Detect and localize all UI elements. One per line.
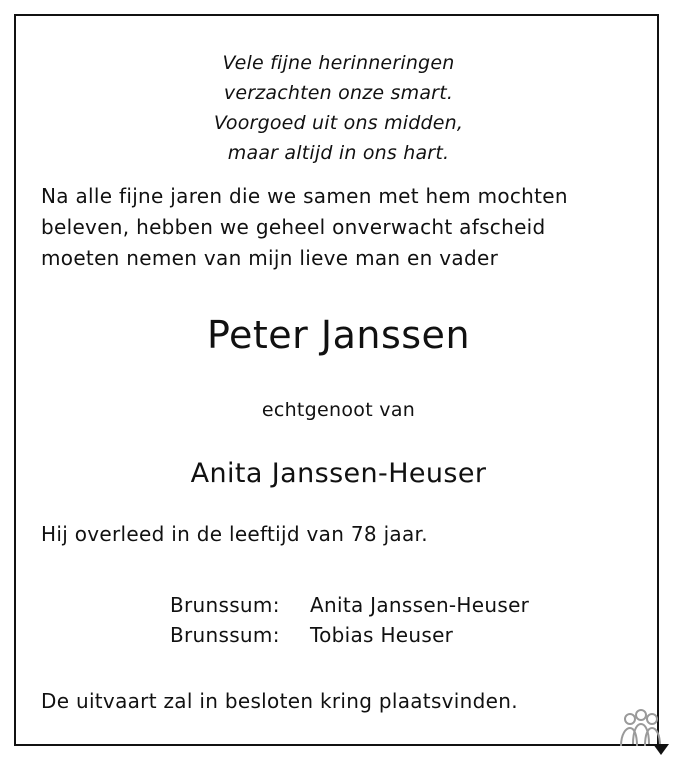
spouse-name: Anita Janssen-Heuser	[190, 458, 487, 489]
poem-line: Vele fijne herinneringen	[222, 52, 455, 74]
triangle-down-icon	[653, 744, 669, 756]
intro-line: moeten nemen van mijn lieve man en vader	[41, 246, 499, 270]
poem-line: maar altijd in ons hart.	[227, 142, 450, 164]
poem	[0, 48, 677, 168]
intro-text	[41, 181, 651, 274]
deceased-name: Peter Janssen	[206, 313, 471, 357]
poem-line: verzachten onze smart.	[223, 82, 454, 104]
relative-row	[170, 590, 529, 620]
intro-line: beleven, hebben we geheel onverwacht afscheid	[41, 215, 546, 239]
funeral-line: De uitvaart zal in besloten kring plaatsvinden.	[41, 689, 518, 713]
logo[interactable]	[612, 706, 668, 758]
relation-label: echtgenoot van	[261, 399, 416, 421]
relative-name: Anita Janssen-Heuser	[310, 593, 530, 617]
relatives-list	[170, 590, 529, 650]
age-line: Hij overleed in de leeftijd van 78 jaar.	[41, 522, 428, 546]
relative-name: Tobias Heuser	[310, 623, 454, 647]
relative-place: Brunssum:	[170, 593, 280, 617]
intro-line: Na alle fijne jaren die we samen met hem mochten	[41, 184, 568, 208]
relative-place: Brunssum:	[170, 623, 280, 647]
relative-row	[170, 620, 529, 650]
poem-line: Voorgoed uit ons midden,	[213, 112, 464, 134]
